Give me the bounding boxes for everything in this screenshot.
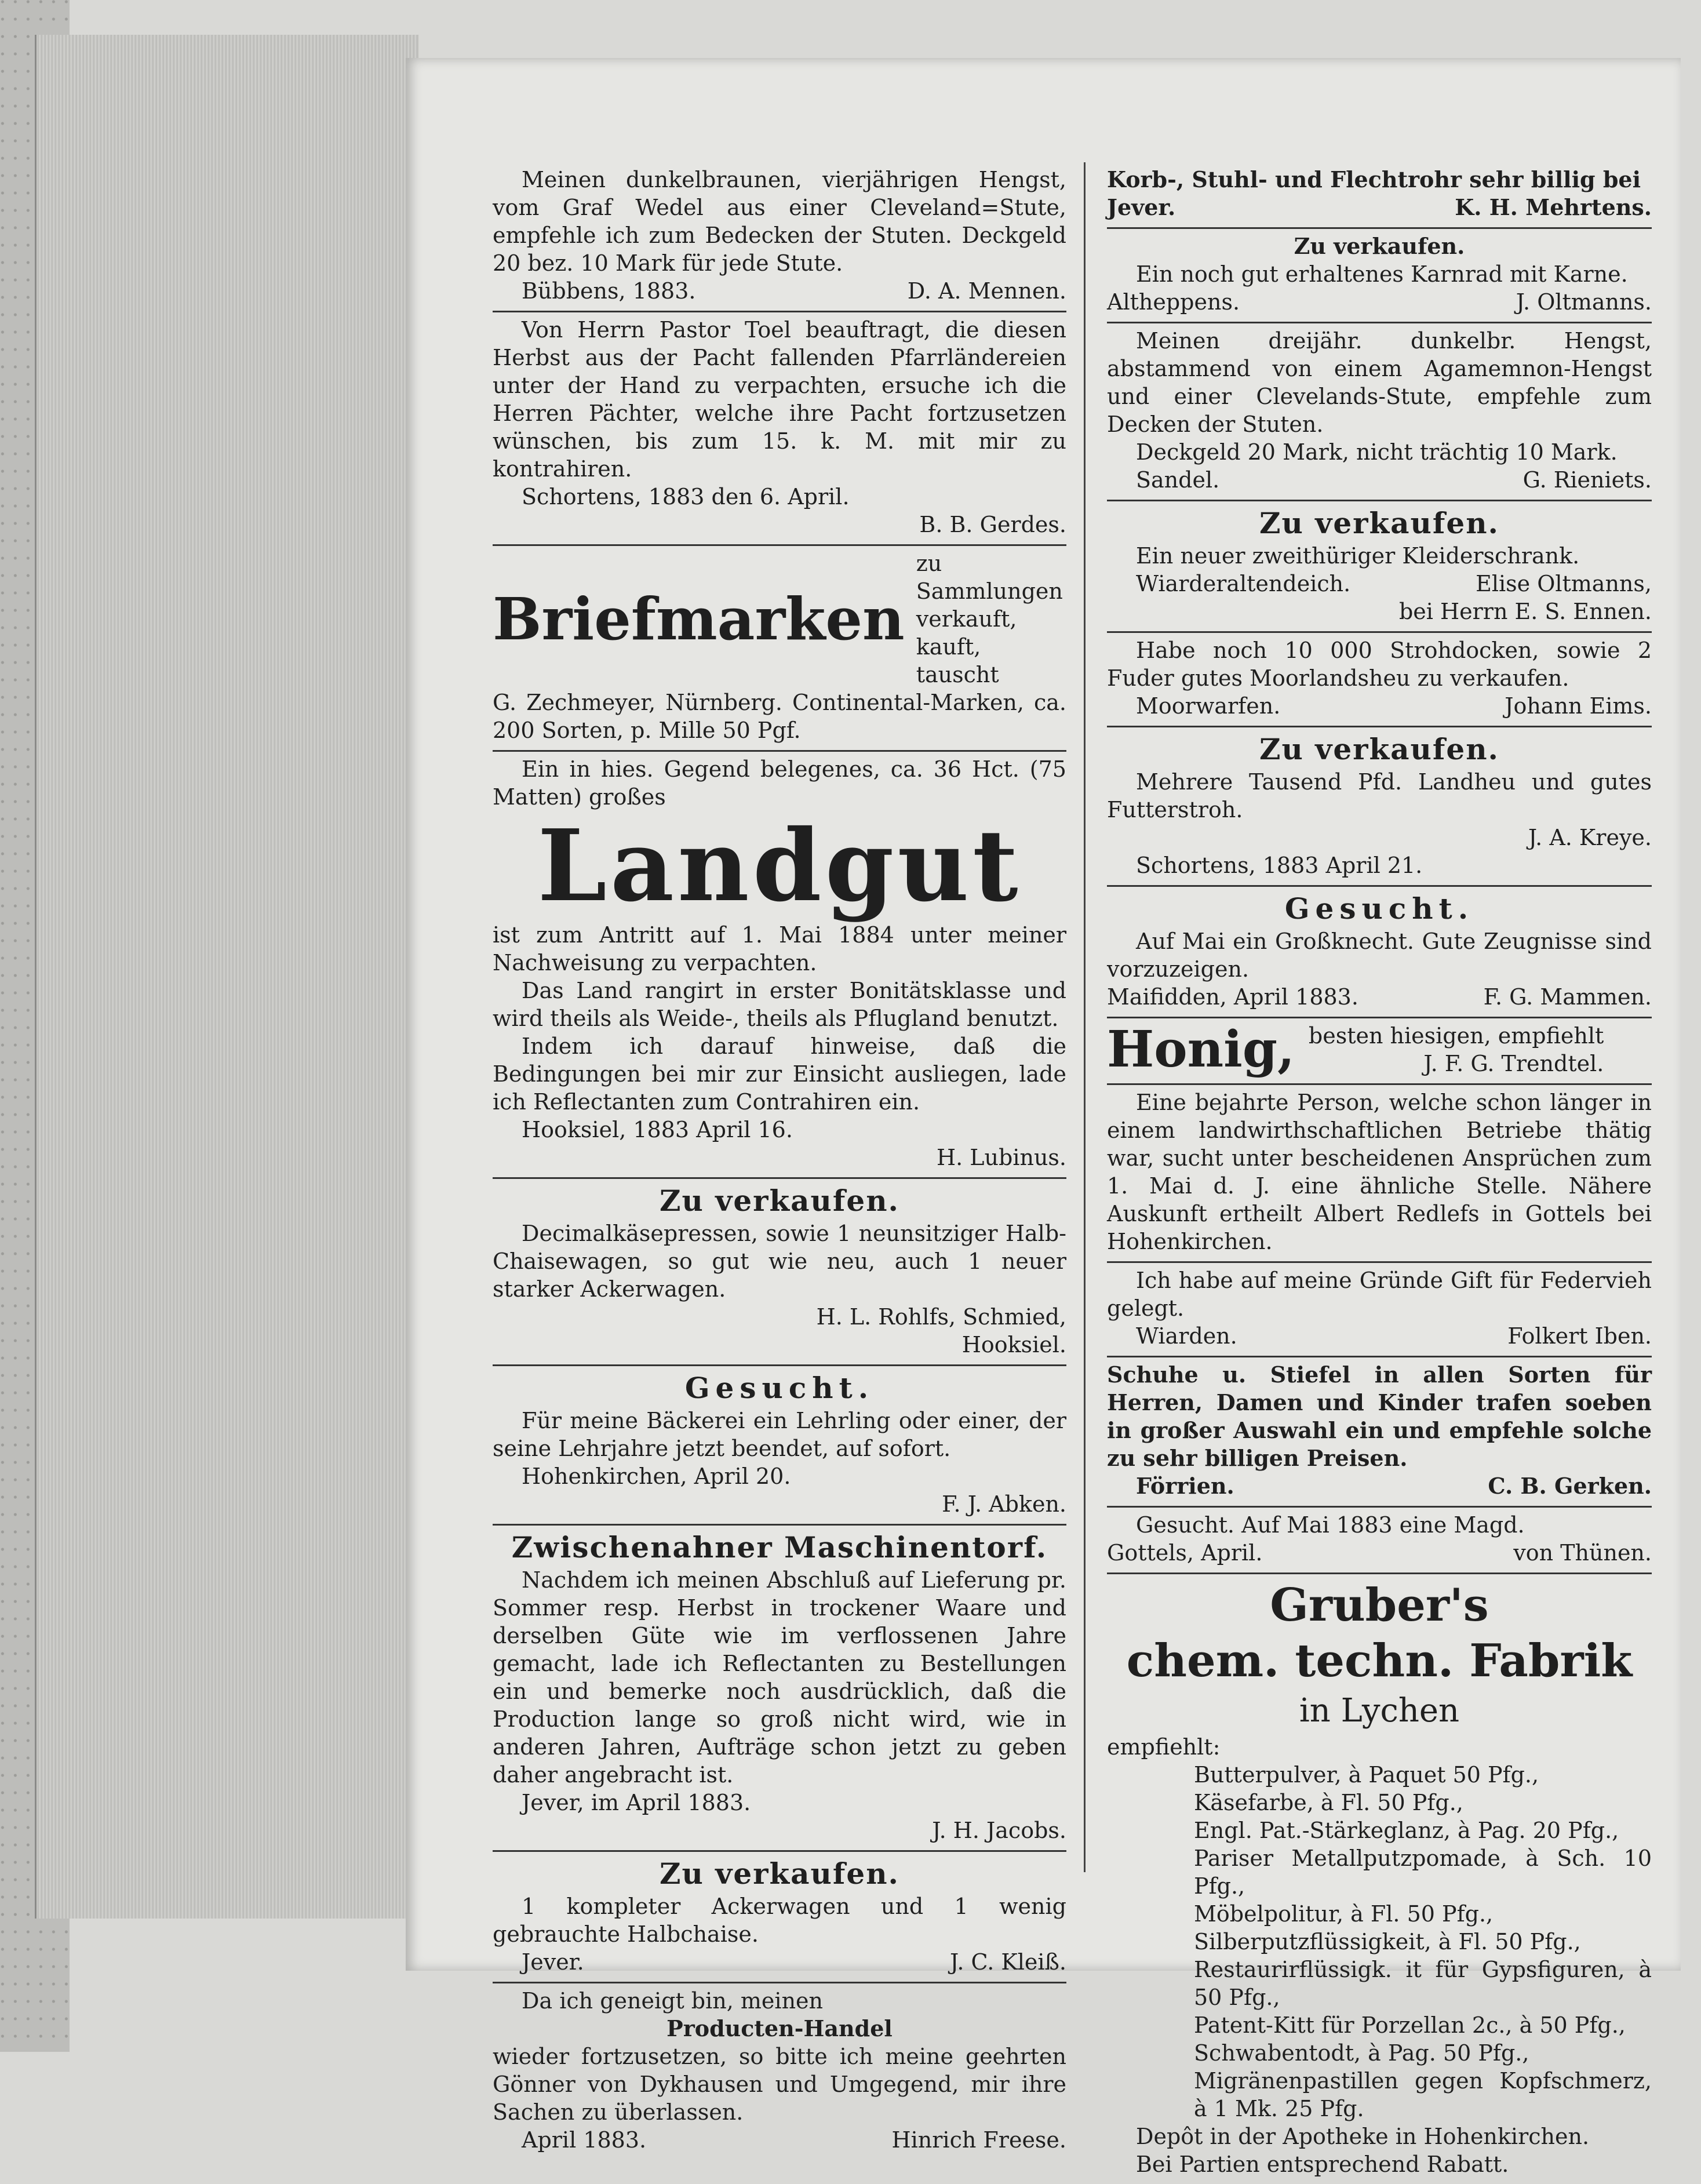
- ad-signer: Hinrich Freese.: [891, 2127, 1066, 2153]
- ad-schuhe: [1107, 1357, 1652, 1508]
- ad-heading: Gesucht.: [684, 1371, 875, 1405]
- ad-place: Wiarden.: [1136, 1323, 1237, 1349]
- ad-text: wieder fortzusetzen, so bitte ich meine geehrten Gönner von Dykhausen und Umgegend, mir ihre Sachen zu überlassen.: [493, 2044, 1066, 2125]
- ad-hengst-rieniets: [1107, 323, 1652, 501]
- left-column: [493, 162, 1066, 2160]
- ad-title: Gruber's: [1270, 1579, 1489, 1632]
- ad-place: Maifidden, April 1883.: [1107, 984, 1358, 1010]
- ad-text: Mehrere Tausend Pfd. Landheu und gutes Futterstroh.: [1107, 769, 1652, 822]
- ad-big-title: Briefmarken: [493, 585, 905, 653]
- list-item: Migränenpastillen gegen Kopfschmerz, à 1 Mk. 25 Pfg.: [1194, 2068, 1652, 2121]
- ad-place: Wiarderaltendeich.: [1136, 571, 1351, 596]
- ad-location: in Lychen: [1299, 1692, 1460, 1730]
- ad-text-2: Deckgeld 20 Mark, nicht trächtig 10 Mark.: [1136, 439, 1618, 465]
- ad-text: besten hiesigen, empfiehlt: [1308, 1023, 1604, 1049]
- ad-rabatt: Bei Partien entsprechend Rabatt.: [1136, 2152, 1509, 2177]
- ad-zu-verkaufen-rohlfs: [493, 1179, 1066, 1366]
- ad-gruber-fabrik: [1107, 1574, 1652, 2184]
- ad-heading: Gesucht.: [1284, 891, 1474, 926]
- ad-landgut: [493, 752, 1066, 1179]
- ad-text: Für meine Bäckerei ein Lehrling oder einer, der seine Lehrjahre jetzt beendet, auf sofort.: [493, 1408, 1066, 1461]
- list-item: Patent-Kitt für Porzellan 2c., à 50 Pfg.,: [1194, 2012, 1626, 2038]
- ad-briefmarken: [493, 546, 1066, 752]
- ad-intro: empfiehlt:: [1107, 1734, 1221, 1760]
- ad-kleiderschrank: [1107, 501, 1652, 633]
- ad-signer: H. Lubinus.: [936, 1145, 1066, 1170]
- ad-heading: Zu verkaufen.: [660, 1857, 899, 1891]
- ad-heading: Zu verkaufen.: [1259, 506, 1499, 540]
- ad-text: Ein neuer zweithüriger Kleiderschrank.: [1136, 543, 1580, 569]
- newspaper-page: [406, 58, 1681, 2177]
- ad-place: April 1883.: [522, 2127, 647, 2153]
- ad-intro: Da ich geneigt bin, meinen: [522, 1988, 824, 2014]
- ad-text: Ein noch gut erhaltenes Karnrad mit Karne.: [1136, 261, 1628, 287]
- ad-karnrad: [1107, 229, 1652, 323]
- ad-place: Jever.: [1107, 194, 1176, 220]
- ad-intro: Ein in hies. Gegend belegenes, ca. 36 Hct. (75 Matten) großes: [493, 756, 1066, 810]
- ad-signer: H. L. Rohlfs, Schmied,: [816, 1304, 1066, 1330]
- list-item: Engl. Pat.-Stärkeglanz, à Pag. 20 Pfg.,: [1194, 1818, 1619, 1843]
- ad-heading: Zu verkaufen.: [1294, 233, 1465, 259]
- ad-place: Altheppens.: [1107, 289, 1240, 315]
- ad-signer: F. G. Mammen.: [1483, 984, 1652, 1010]
- ad-signer: Johann Eims.: [1505, 693, 1652, 719]
- ad-signer: G. Rieniets.: [1522, 467, 1652, 493]
- ad-para-1: ist zum Antritt auf 1. Mai 1884 unter meiner Nachweisung zu verpachten.: [493, 922, 1066, 975]
- ad-signer: F. J. Abken.: [942, 1491, 1066, 1517]
- ad-place: Jever.: [522, 1949, 584, 1975]
- ad-text: Habe noch 10 000 Strohdocken, sowie 2 Fuder gutes Moorlandsheu zu verkaufen.: [1107, 638, 1652, 691]
- ad-heading: Zu verkaufen.: [1259, 732, 1499, 766]
- ad-depot: Depôt in der Apotheke in Hohenkirchen.: [1136, 2124, 1590, 2149]
- ad-landheu: [1107, 727, 1652, 887]
- ad-text: Nachdem ich meinen Abschluß auf Lieferung pr. Sommer resp. Herbst in trockener Waare und derselben Güte wie im verflossenen Jahre gemacht, lade ich Reflectanten zu Bestellungen ein und bemerke noch ausdrücklich, daß die Production lange so groß nicht wird, wie in anderen Jahren, Aufträge schon jetzt zu geben daher angebracht ist.: [493, 1567, 1066, 1788]
- ad-signer: C. B. Gerken.: [1488, 1473, 1652, 1499]
- ad-text: Auf Mai ein Großknecht. Gute Zeugnisse sind vorzuzeigen.: [1107, 929, 1652, 982]
- ad-place: Moorwarfen.: [1136, 693, 1281, 719]
- ad-signer: von Thünen.: [1513, 1540, 1652, 1566]
- ad-zu-verkaufen-kleiss: [493, 1852, 1066, 1983]
- ad-place: Jever, im April 1883.: [522, 1790, 751, 1815]
- product-list: [1107, 1761, 1652, 2123]
- ad-gesucht-mammen: [1107, 887, 1652, 1018]
- ad-place: Förrien.: [1136, 1473, 1234, 1499]
- ad-signer: Folkert Iben.: [1507, 1323, 1652, 1349]
- ad-signer-place: Hooksiel.: [961, 1332, 1066, 1357]
- ad-maschinentorf: [493, 1526, 1066, 1852]
- list-item: Silberputzflüssigkeit, à Fl. 50 Pfg.,: [1194, 1929, 1581, 1954]
- ad-gift: [1107, 1263, 1652, 1357]
- ad-place: Gottels, April.: [1107, 1540, 1263, 1566]
- list-item: Schwabentodt, à Pag. 50 Pfg.,: [1194, 2040, 1529, 2066]
- ad-bejahrte-person: [1107, 1085, 1652, 1263]
- ad-subtitle: chem. techn. Fabrik: [1126, 1635, 1633, 1687]
- ad-text: Gesucht. Auf Mai 1883 eine Magd.: [1136, 1512, 1525, 1538]
- ad-heading: Producten-Handel: [666, 2015, 893, 2041]
- ad-signer: J. Oltmanns.: [1516, 289, 1652, 315]
- ad-text: Meinen dreijähr. dunkelbr. Hengst, abstammend von einem Agamemnon-Hengst und einer Clevelands-Stute, empfehle zum Decken der Stuten.: [1107, 328, 1652, 437]
- list-item: Käsefarbe, à Fl. 50 Pfg.,: [1194, 1790, 1463, 1815]
- ad-text: Meinen dunkelbraunen, vierjährigen Hengst, vom Graf Wedel aus einer Cleveland=Stute, empfehle ich zum Bedecken der Stuten. Deckgeld 20 bez. 10 Mark für jede Stute.: [493, 167, 1066, 276]
- ad-signer: D. A. Mennen.: [907, 278, 1066, 304]
- ad-place: Schortens, 1883 April 21.: [1136, 853, 1423, 878]
- ad-big-title: Honig,: [1107, 1020, 1295, 1079]
- ad-signer: J. H. Jacobs.: [932, 1818, 1066, 1843]
- ad-pfarrlaendereien: [493, 312, 1066, 546]
- ad-para-2: Das Land rangirt in erster Bonitätsklasse und wird theils als Weide-, theils als Pflugland benutzt.: [493, 978, 1066, 1031]
- list-item: Butterpulver, à Paquet 50 Pfg.,: [1194, 1762, 1539, 1788]
- list-item: Restaurirflüssigk. it für Gypsfiguren, à 50 Pfg.,: [1194, 1957, 1652, 2010]
- ad-honig: [1107, 1018, 1652, 1085]
- book-page-edges: [35, 35, 419, 1919]
- ad-text: 1 kompleter Ackerwagen und 1 wenig gebrauchte Halbchaise.: [493, 1894, 1066, 1947]
- ad-signer: J. F. G. Trendtel.: [1423, 1051, 1604, 1076]
- ad-flechtrohr: [1107, 162, 1652, 229]
- ad-strohdocken: [1107, 633, 1652, 727]
- list-item: Möbelpolitur, à Fl. 50 Pfg.,: [1194, 1901, 1494, 1927]
- ad-signer: J. A. Kreye.: [1528, 825, 1652, 850]
- ad-text-2: G. Zechmeyer, Nürnberg. Continental-Marken, ca. 200 Sorten, p. Mille 50 Pgf.: [493, 690, 1066, 743]
- ad-big-title: Landgut: [537, 808, 1022, 924]
- ad-place: Hohenkirchen, April 20.: [522, 1464, 791, 1489]
- ad-signer-2: bei Herrn E. S. Ennen.: [1398, 599, 1652, 624]
- ad-text: Ich habe auf meine Gründe Gift für Federvieh gelegt.: [1107, 1268, 1652, 1321]
- ad-place: Hooksiel, 1883 April 16.: [522, 1117, 793, 1142]
- ad-hengst-mennen: [493, 162, 1066, 312]
- ad-place: Bübbens, 1883.: [522, 278, 696, 304]
- ad-producten-handel: [493, 1983, 1066, 2160]
- column-divider: [1084, 162, 1086, 1872]
- ad-signer: B. B. Gerdes.: [919, 512, 1066, 537]
- ad-text: zu Sammlungen verkauft, kauft, tauscht: [916, 551, 1063, 687]
- ad-heading: Zu verkaufen.: [660, 1184, 899, 1218]
- ad-text: Decimalkäsepressen, sowie 1 neunsitziger Halb-Chaisewagen, so gut wie neu, auch 1 neuer starker Ackerwagen.: [493, 1221, 1066, 1302]
- ad-text: Von Herrn Pastor Toel beauftragt, die diesen Herbst aus der Pacht fallenden Pfarrländereien unter der Hand zu verpachten, ersuche ich die Herren Pächter, welche ihre Pacht fortzusetzen wünschen, bis zum 15. k. M. mit mir zu kontrahiren.: [493, 317, 1066, 482]
- right-column: [1107, 162, 1652, 2184]
- ad-gesucht-abken: [493, 1366, 1066, 1526]
- list-item: Pariser Metallputzpomade, à Sch. 10 Pfg.,: [1194, 1846, 1652, 1899]
- ad-para-3: Indem ich darauf hinweise, daß die Bedingungen bei mir zur Einsicht ausliegen, lade ich Reflectanten zum Contrahiren ein.: [493, 1033, 1066, 1115]
- ad-text: Schuhe u. Stiefel in allen Sorten für Herren, Damen und Kinder trafen soeben in großer Auswahl ein und empfehle solche zu sehr billigen Preisen.: [1107, 1362, 1652, 1471]
- ad-text: Eine bejahrte Person, welche schon länger in einem landwirthschaftlichen Betriebe thätig war, sucht unter bescheidenen Ansprüchen zum 1. Mai d. J. eine ähnliche Stelle. Nähere Auskunft ertheilt Albert Redlefs in Gottels bei Hohenkirchen.: [1107, 1090, 1652, 1254]
- ad-signer: K. H. Mehrtens.: [1455, 194, 1652, 220]
- ad-magd: [1107, 1508, 1652, 1574]
- ad-place: Schortens, 1883 den 6. April.: [522, 484, 850, 509]
- ad-heading: Zwischenahner Maschinentorf.: [511, 1530, 1048, 1564]
- ad-signer: J. C. Kleiß.: [950, 1949, 1066, 1975]
- ad-place: Sandel.: [1136, 467, 1220, 493]
- ad-text: Korb-, Stuhl- und Flechtrohr sehr billig bei: [1107, 166, 1641, 192]
- ad-signer: Elise Oltmanns,: [1476, 571, 1652, 596]
